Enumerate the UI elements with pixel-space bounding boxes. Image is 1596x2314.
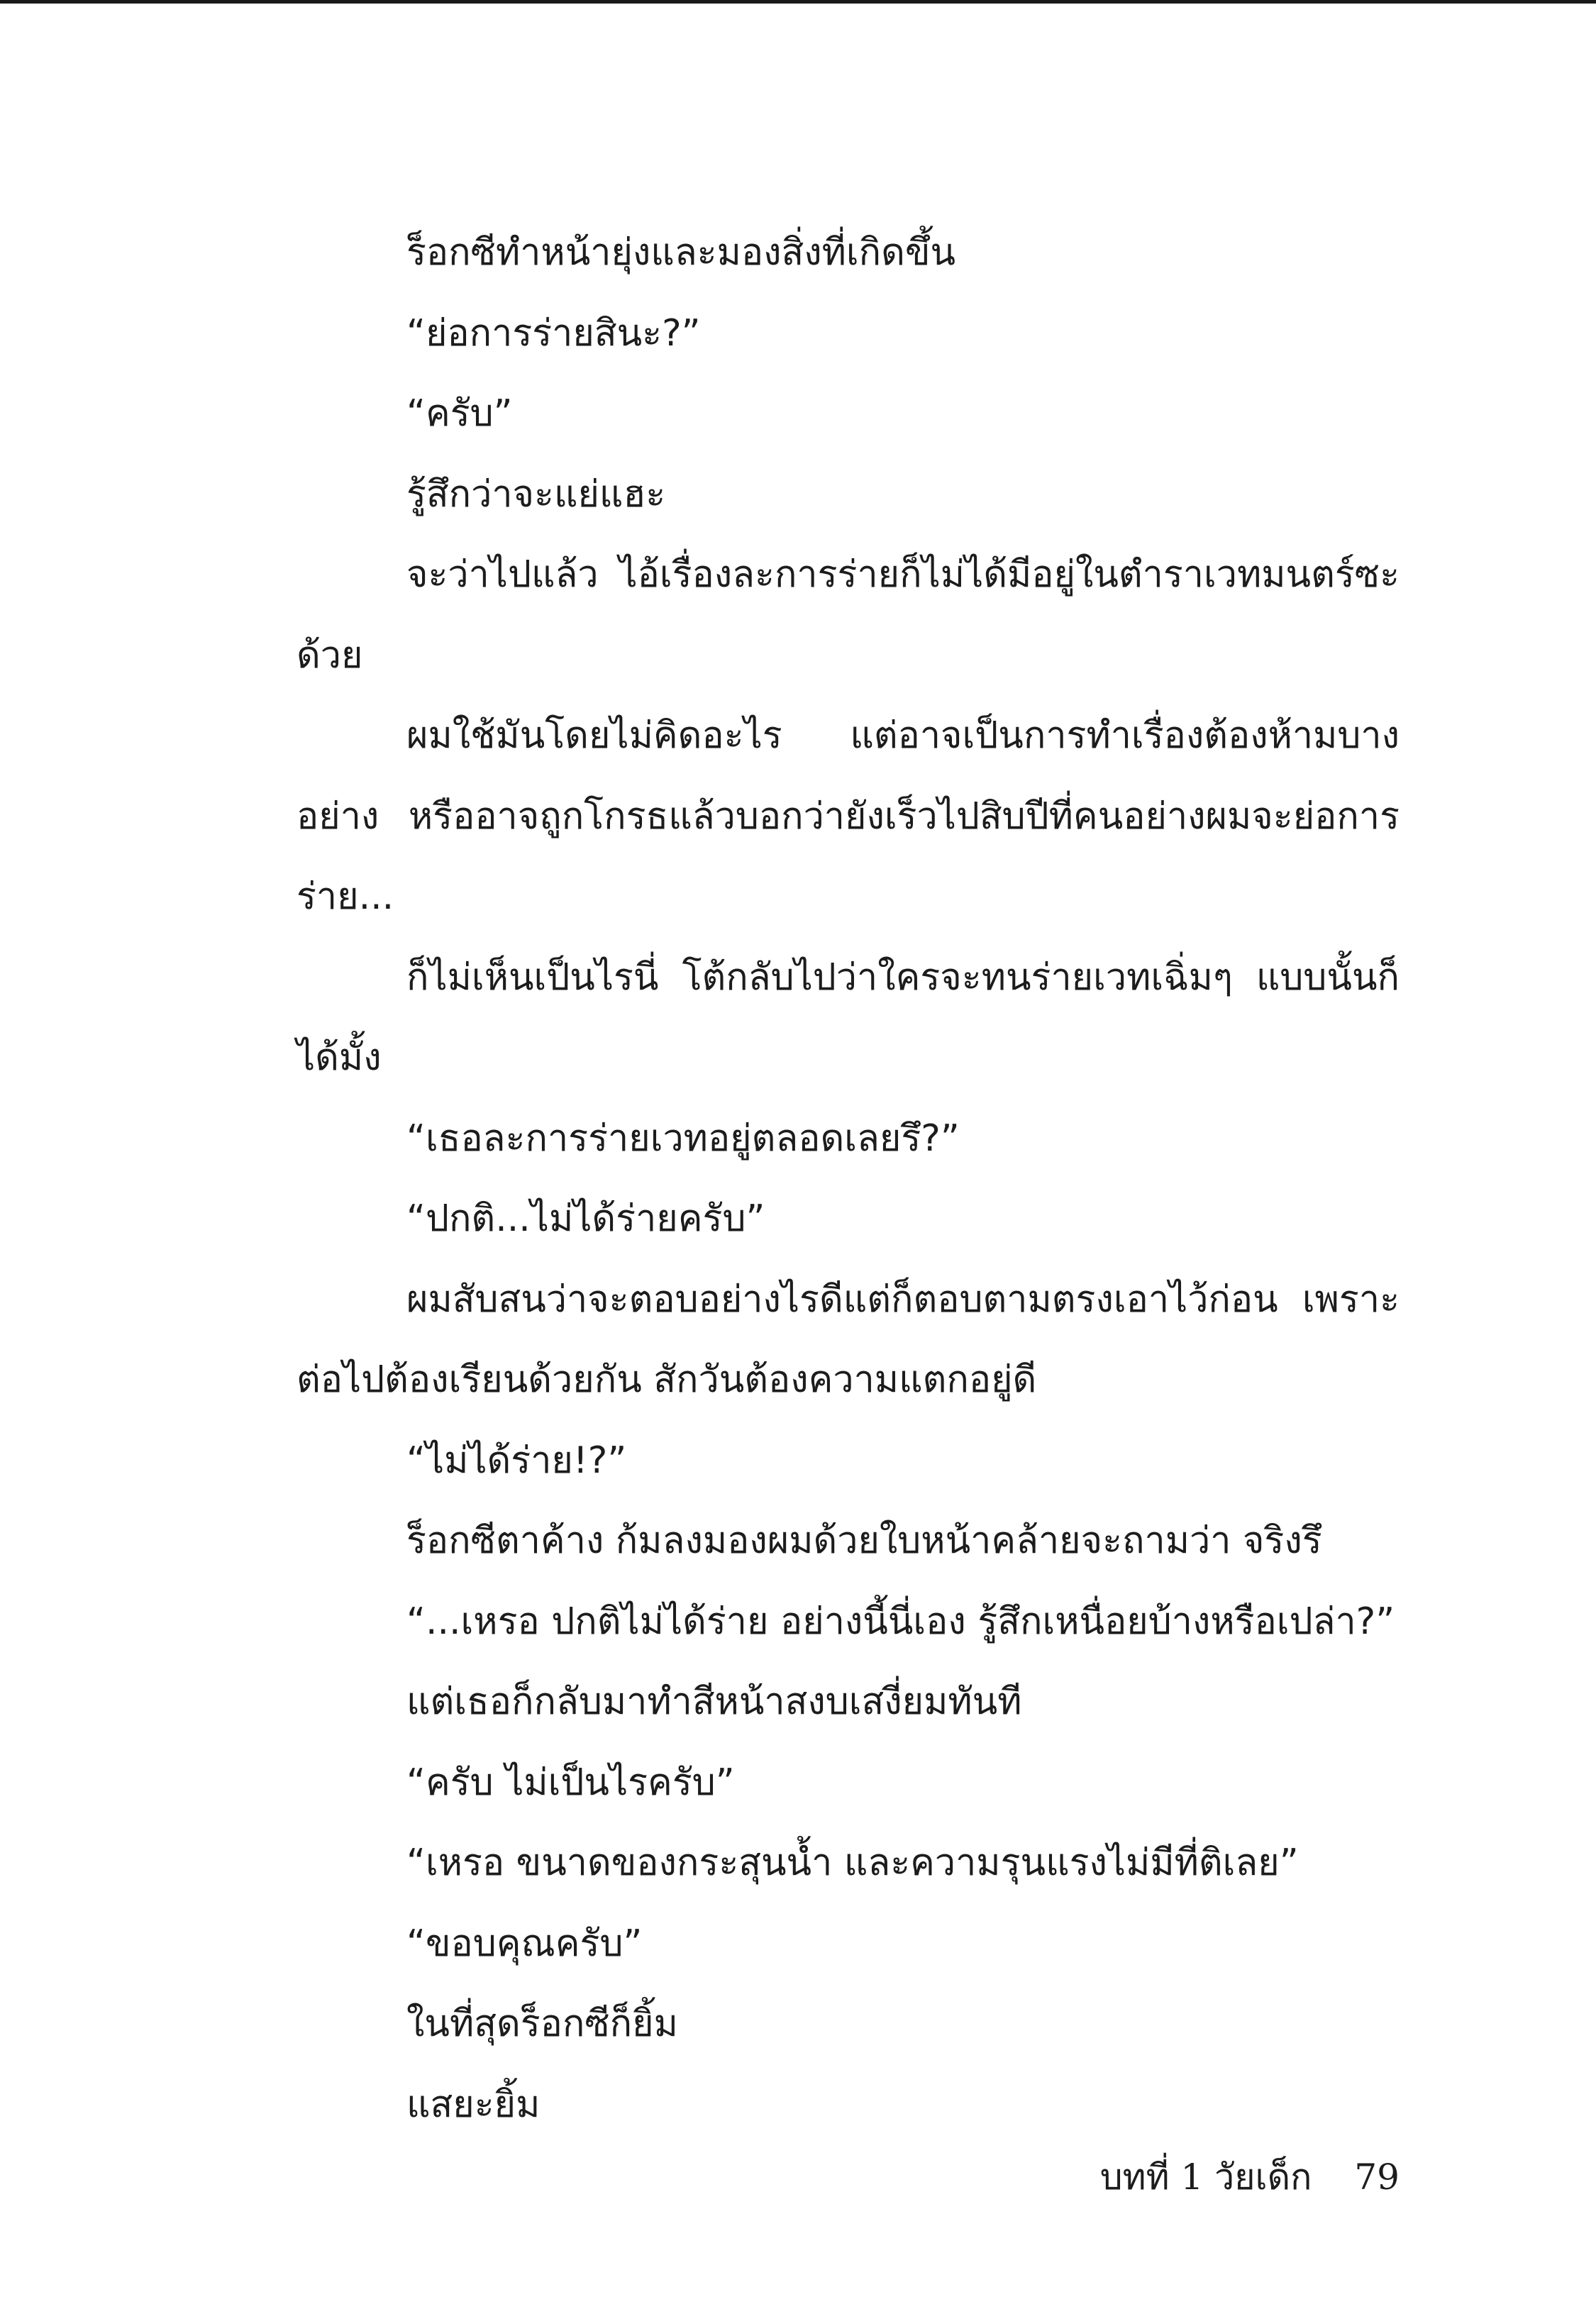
paragraph: “ไม่ได้ร่าย!?” xyxy=(406,1439,627,1482)
paragraph: แต่เธอก็กลับมาทำสีหน้าสงบเสงี่ยมทันที xyxy=(406,1681,1022,1723)
paragraph: “ครับ” xyxy=(406,392,513,435)
paragraph: “...เหรอ ปกติไม่ได้ร่าย อย่างนี้นี่เอง รู้สึกเหนื่อยบ้างหรือเปล่า?” xyxy=(406,1600,1395,1643)
paragraph: ผมใช้มันโดยไม่คิดอะไร แต่อาจเป็นการทำเรื่องต้องห้ามบางอย่าง หรืออาจถูกโกรธแล้วบอกว่ายังเร็วไปสิบปีที่คนอย่างผมจะย่อการร่าย... xyxy=(297,714,1400,918)
paragraph: ก็ไม่เห็นเป็นไรนี่ โต้กลับไปว่าใครจะทนร่ายเวทเฉิ่มๆ แบบนั้นก็ได้มั้ง xyxy=(297,956,1400,1079)
page-footer xyxy=(1100,2149,1400,2205)
paragraph: “ขอบคุณครับ” xyxy=(406,1922,643,1965)
top-border-rule xyxy=(0,0,1596,4)
paragraph: ผมสับสนว่าจะตอบอย่างไรดีแต่ก็ตอบตามตรงเอาไว้ก่อน เพราะต่อไปต้องเรียนด้วยกัน สักวันต้องความแตกอยู่ดี xyxy=(297,1278,1400,1401)
paragraph: รู้สึกว่าจะแย่แฮะ xyxy=(406,472,666,516)
paragraph: “เธอละการร่ายเวทอยู่ตลอดเลยรึ?” xyxy=(406,1117,960,1160)
paragraph: ร็อกซีตาค้าง ก้มลงมองผมด้วยใบหน้าคล้ายจะถามว่า จริงรึ xyxy=(406,1519,1322,1562)
paragraph: “ปกติ...ไม่ได้ร่ายครับ” xyxy=(406,1197,765,1240)
paragraph: “ย่อการร่ายสินะ?” xyxy=(406,311,701,355)
paragraph: ร็อกซีทำหน้ายุ่งและมองสิ่งที่เกิดขึ้น xyxy=(406,231,956,274)
paragraph: “เหรอ ขนาดของกระสุนน้ำ และความรุนแรงไม่มีที่ติเลย” xyxy=(406,1842,1299,1884)
body-text xyxy=(297,213,1400,2145)
paragraph: “ครับ ไม่เป็นไรครับ” xyxy=(406,1761,735,1804)
chapter-title: บทที่ 1 วัยเด็ก xyxy=(1099,2157,1312,2198)
page-number: 79 xyxy=(1354,2157,1400,2198)
paragraph: จะว่าไปแล้ว ไอ้เรื่องละการร่ายก็ไม่ได้มีอยู่ในตำราเวทมนตร์ซะด้วย xyxy=(297,553,1400,677)
paragraph: แสยะยิ้ม xyxy=(406,2083,541,2126)
paragraph: ในที่สุดร็อกซีก็ยิ้ม xyxy=(406,2003,678,2045)
